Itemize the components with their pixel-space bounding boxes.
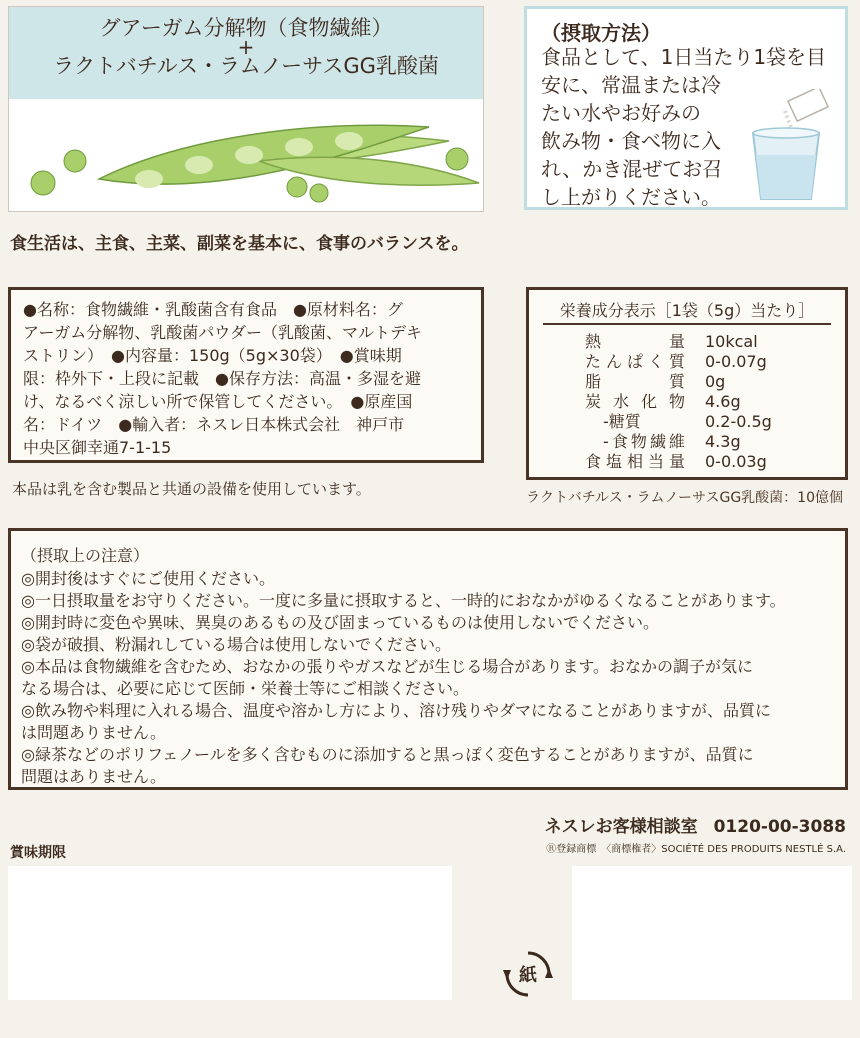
product-info-line: ●名称：食物繊維・乳酸菌含有食品 ●原材料名：グ <box>23 300 403 319</box>
caution-line: ◎開封時に変色や異味、異臭のあるもの及び固まっているものは使用しないでください。 <box>21 613 659 632</box>
caution-line: ◎一日摂取量をお守りください。一度に多量に摂取すると、一時的におなかがゆるくなることがあります。 <box>21 591 786 610</box>
intake-method-title: （摂取方法） <box>541 21 661 45</box>
product-info-line: アーガム分解物、乳酸菌パウダー（乳酸菌、マルトデキ <box>23 323 423 342</box>
nutrition-label: 熱 量 <box>585 332 685 351</box>
recycle-mark-label: 紙 <box>519 965 537 986</box>
nutrition-value: 4.3g <box>705 432 741 451</box>
nutrition-value: 0.2-0.5g <box>705 412 772 431</box>
product-info-line: 限：枠外下・上段に記載 ●保存方法：高温・多湿を避 <box>23 369 421 388</box>
stick-pack-and-glass-illustration <box>741 89 837 205</box>
intake-caution-box <box>8 528 848 790</box>
best-before-print-area <box>8 866 452 1000</box>
nutrition-facts-box <box>526 287 848 480</box>
trademark-note: Ⓡ登録商標 〈商標権者〉SOCIÉTÉ DES PRODUITS NESTLÉ S.A. <box>546 844 846 855</box>
nutrition-label: 食塩相当量 <box>585 452 685 471</box>
nutrition-value: 0-0.03g <box>705 452 767 471</box>
product-info-line: 名：ドイツ ●輸入者：ネスレ日本株式会社 神戸市 <box>23 415 405 434</box>
helpline-number: 0120-00-3088 <box>713 817 846 837</box>
intake-method-line: 飲み物・食べ物に入 <box>541 129 721 153</box>
ingredient-line-1: グアーガム分解物（食物繊維） <box>99 16 393 40</box>
nutrition-label: たんぱく質 <box>585 352 685 371</box>
paper-recycle-icon <box>502 948 554 1000</box>
best-before-label: 賞味期限 <box>10 845 66 861</box>
nutrition-value: 0-0.07g <box>705 352 767 371</box>
caution-line: ◎緑茶などのポリフェノールを多く含むものに添加すると黒っぽく変色することがありますが、品質に <box>21 745 754 764</box>
intake-method-box <box>524 6 848 210</box>
intake-method-line: し上がりください。 <box>541 185 721 209</box>
caution-line: ◎袋が破損、粉漏れしている場合は使用しないでください。 <box>21 635 451 654</box>
lactobacillus-count-note: ラクトバチルス・ラムノーサスGG乳酸菌：10億個 <box>526 490 843 506</box>
allergen-facility-note: 本品は乳を含む製品と共通の設備を使用しています。 <box>12 480 371 498</box>
product-info-box <box>8 287 484 463</box>
caution-line: は問題ありません。 <box>21 723 166 742</box>
blank-print-area <box>572 866 852 1000</box>
nutrition-facts-title: 栄養成分表示［1袋（5g）当たり］ <box>559 301 815 320</box>
nutrition-label: -食物繊維 <box>603 432 685 451</box>
nutrition-value: 0g <box>705 372 726 391</box>
intake-method-line: 食品として、1日当たり1袋を目 <box>541 45 827 69</box>
intake-method-line: れ、かき混ぜてお召 <box>541 157 723 181</box>
nutrition-label: -糖質 <box>603 412 641 431</box>
intake-method-line: 安に、常温または冷 <box>541 73 721 97</box>
product-info-line: け、なるべく涼しい所で保管してください。 ●原産国 <box>23 392 413 411</box>
intake-caution-title: （摂取上の注意） <box>21 546 150 565</box>
ingredient-panel <box>8 6 484 212</box>
caution-line: ◎本品は食物繊維を含むため、おなかの張りやガスなどが生じる場合があります。おなかの調子が気に <box>21 657 754 676</box>
helpline-label: ネスレお客様相談室 <box>544 817 698 837</box>
nutrition-label: 脂 質 <box>585 372 685 391</box>
nutrition-divider <box>543 323 831 325</box>
caution-line: ◎飲み物や料理に入れる場合、温度や溶かし方により、溶け残りやダマになることがありますが、品質に <box>21 701 771 720</box>
guar-bean-illustration <box>9 99 483 211</box>
product-info-line: 中央区御幸通7-1-15 <box>23 438 172 457</box>
diet-slogan: 食生活は、主食、主菜、副菜を基本に、食事のバランスを。 <box>10 234 469 254</box>
nutrition-value: 4.6g <box>705 392 741 411</box>
nutrition-label: 炭水化物 <box>585 392 685 411</box>
ingredient-plus: + <box>237 35 255 59</box>
customer-helpline <box>545 812 846 837</box>
caution-line: なる場合は、必要に応じて医師・栄養士等にご相談ください。 <box>21 679 470 698</box>
ingredient-line-2: ラクトバチルス・ラムノーサスGG乳酸菌 <box>53 54 439 78</box>
nutrition-value: 10kcal <box>705 332 758 351</box>
intake-method-line: たい水やお好みの <box>541 101 701 125</box>
product-info-line: ストリン） ●内容量：150g（5g×30袋） ●賞味期 <box>23 346 402 365</box>
caution-line: ◎開封後はすぐにご使用ください。 <box>21 569 275 588</box>
ingredient-band <box>9 7 483 99</box>
caution-line: 問題はありません。 <box>21 767 166 786</box>
